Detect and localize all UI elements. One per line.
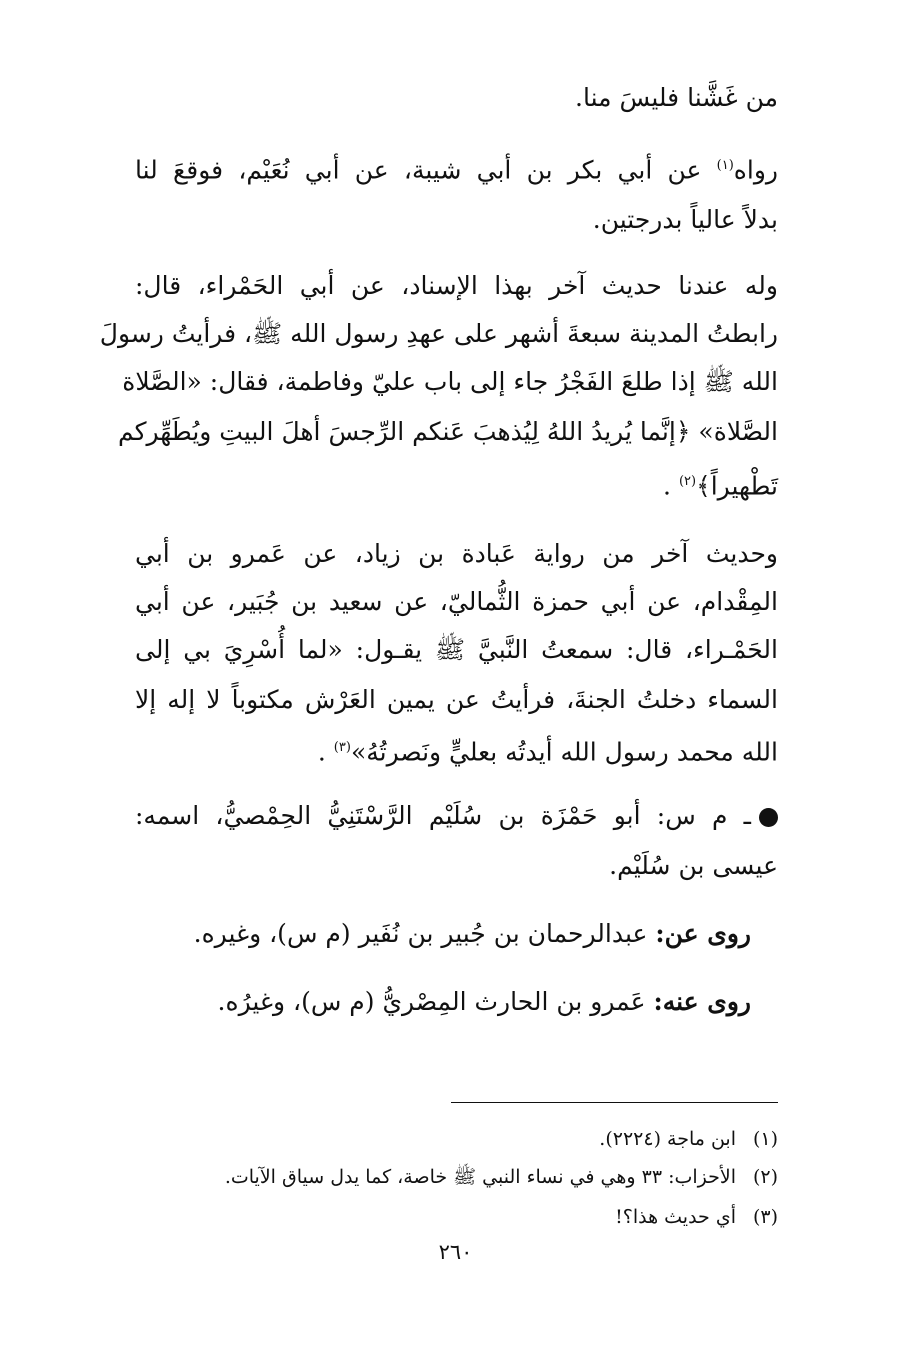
- text-line: الحَمْـراء، قال: سمعتُ النَّبيَّ ﷺ يقـول: «لما أُسْرِيَ بي إلى: [135, 635, 778, 664]
- text-line-segment: رواه: [733, 155, 778, 185]
- text-line-segment: الله محمد رسول الله أيدتُه بعليٍّ ونَصرتُهُ»: [350, 737, 778, 767]
- narrated-by-line: [135, 982, 751, 1022]
- narrated-from-label: روى عن:: [655, 919, 751, 948]
- footnote-text: أي حديث هذا؟!: [615, 1206, 736, 1228]
- narrated-by-label: روى عنه:: [653, 987, 751, 1016]
- text-line: من غَشَّنا فليسَ منا.: [575, 83, 778, 112]
- text-line: وله عندنا حديث آخر بهذا الإسناد، عن أبي الحَمْراء، قال:: [135, 271, 778, 300]
- footnote: [135, 1164, 778, 1190]
- page-number: ٢٦٠: [438, 1240, 473, 1264]
- entry-heading-line: [135, 796, 778, 836]
- footnote-separator: [451, 1102, 778, 1103]
- text-line: السماء دخلتُ الجنةَ، فرأيتُ عن يمين العَرْش مكتوباً لا إله إلا: [135, 685, 778, 714]
- text-line-segment: تَطْهيراً﴾: [696, 471, 778, 501]
- narrated-from-line: [135, 914, 751, 954]
- footnote: [135, 1126, 778, 1152]
- footnote-number: (٣): [752, 1206, 778, 1228]
- text-line: الصَّلاة» ﴿إنَّما يُريدُ اللهُ لِيُذهبَ عَنكم الرِّجسَ أهلَ البيتِ ويُطَهِّركم: [117, 417, 778, 446]
- narrated-by-text: عَمرو بن الحارث المِصْريُّ (م س)، وغيرُه.: [217, 987, 646, 1016]
- text-line: [135, 462, 778, 506]
- footnote-ref: (٢): [678, 474, 697, 489]
- text-line: وحديث آخر من رواية عَبادة بن زياد، عن عَمرو بن أبي: [135, 539, 778, 568]
- text-line: [135, 146, 778, 190]
- text-line: المِقْدام، عن أبي حمزة الثُّماليّ، عن سعيد بن جُبَير، عن أبي: [135, 587, 778, 616]
- text-line: بدلاً عالياً بدرجتين.: [592, 205, 778, 234]
- footnote-number: (١): [752, 1128, 778, 1150]
- footnote-text: الأحزاب: ٣٣ وهي في نساء النبي ﷺ خاصة، كما يدل سياق الآيات.: [224, 1166, 736, 1188]
- text-line-rest: .: [317, 737, 334, 767]
- footnote-ref: (١): [716, 158, 734, 173]
- entry-heading-text: ـ م س: أبو حَمْزَة بن سُلَيْم الرَّسْتَنِيُّ الحِمْصيُّ، اسمه:: [135, 801, 751, 830]
- footnote-ref: (٣): [333, 740, 351, 755]
- footnote-text: ابن ماجة (٢٢٢٤).: [599, 1128, 736, 1150]
- text-line: عيسى بن سُلَيْم.: [609, 851, 778, 880]
- footnote-number: (٢): [752, 1166, 778, 1188]
- text-line: الله ﷺ إذا طلعَ الفَجْرُ جاء إلى باب عليّ وفاطمة، فقال: «الصَّلاة: [122, 367, 778, 396]
- text-line-rest: عن أبي بكر بن أبي شيبة، عن أبي نُعَيْم، فوقعَ لنا: [135, 155, 717, 185]
- text-line-rest: .: [663, 471, 679, 501]
- text-line: رابطتُ المدينة سبعةَ أشهر على عهدِ رسول الله ﷺ، فرأيتُ رسولَ: [99, 319, 778, 348]
- footnote: [135, 1204, 778, 1230]
- bullet-icon: [759, 808, 778, 827]
- narrated-from-text: عبدالرحمان بن جُبير بن نُفَير (م س)، وغيره.: [193, 919, 648, 948]
- text-line: [135, 728, 778, 772]
